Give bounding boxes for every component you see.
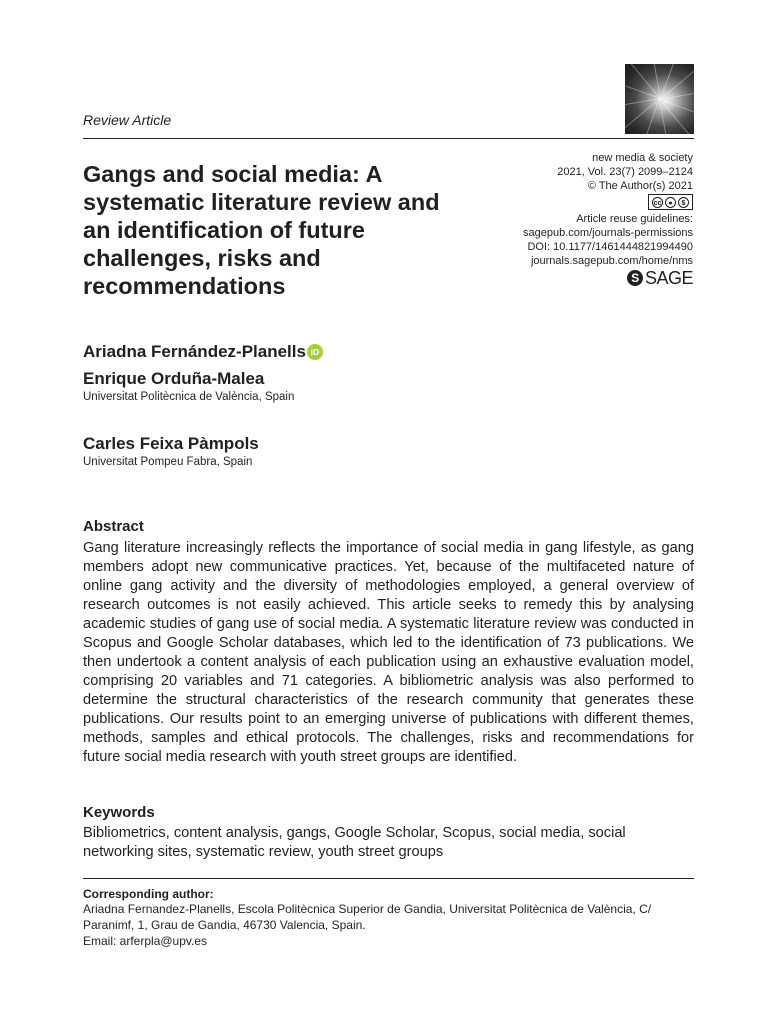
- by-icon: ●: [665, 197, 676, 208]
- journal-link[interactable]: journals.sagepub.com/home/nms: [530, 255, 693, 267]
- journal-cover-image: [625, 64, 694, 134]
- corresponding-email[interactable]: Email: arferpla@upv.es: [83, 934, 208, 948]
- author-name: Ariadna Fernández-Planells iD: [83, 341, 323, 363]
- keywords-text: Bibliometrics, content analysis, gangs, Google Scholar, Scopus, social media, social networking sites, systematic review, youth street groups: [83, 825, 626, 860]
- footer-rule: [83, 878, 694, 879]
- author-affiliation: Universitat Pompeu Fabra, Spain: [83, 456, 253, 468]
- doi[interactable]: DOI: 10.1177/1461444821994490: [527, 241, 693, 253]
- corresponding-address-line: Ariadna Fernandez-Planells, Escola Politècnica Superior de Gandia, Universitat Politècnica de València, C/: [83, 902, 652, 916]
- article-type-label: Review Article: [83, 112, 172, 128]
- reuse-link[interactable]: sagepub.com/journals-permissions: [523, 227, 693, 239]
- journal-name: new media & society: [592, 152, 693, 164]
- sage-logo: S SAGE: [627, 270, 693, 286]
- sage-s-icon: S: [627, 270, 643, 286]
- author-block: [83, 433, 259, 469]
- corresponding-author: [83, 887, 694, 949]
- corresponding-heading: Corresponding author:: [83, 887, 214, 901]
- article-title: Gangs and social media: A systematic literature review and an identification of future challenges, risks and recommendations: [83, 161, 440, 299]
- journal-metadata: [523, 151, 693, 286]
- abstract-text: Gang literature increasingly reflects the importance of social media in gang lifestyle, as gang members adopt new communicative practices. Yet, because of the multifaceted nature of online gang activity and the diversity of methodologies employed, a general overview of research outcomes is not easily achieved. This article seeks to remedy this by analysing academic studies of gang use of social media. A systematic literature review was conducted in Scopus and Google Scholar databases, which led to the identification of 73 publications. We then undertook a content analysis of each publication using an exhaustive evaluation model, comprising 20 variables and 71 categories. A bibliometric analysis was also performed to determine the structural characteristics of the research community that generates these publications. Our results point to an emerging universe of publications with different themes, methods, samples and ethical protocols. The challenges, risks and recommendations for future social media research with youth street groups are identified.: [83, 540, 694, 765]
- journal-volume: 2021, Vol. 23(7) 2099–2124: [557, 166, 693, 178]
- author-affiliation: Universitat Politècnica de València, Spain: [83, 391, 295, 403]
- keywords-heading: Keywords: [83, 804, 155, 821]
- copyright-line: © The Author(s) 2021: [587, 180, 693, 192]
- author-block: [83, 341, 323, 404]
- corresponding-address-line: Paranimf, 1, Grau de Gandia, 46730 Valencia, Spain.: [83, 918, 366, 932]
- author-name: Carles Feixa Pàmpols: [83, 434, 259, 453]
- abstract-heading: Abstract: [83, 518, 144, 535]
- header-rule: [83, 138, 694, 139]
- reuse-label: Article reuse guidelines:: [576, 213, 693, 225]
- cc-icon: cc: [652, 197, 663, 208]
- author-name: Enrique Orduña-Malea: [83, 369, 265, 388]
- cc-license-icon[interactable]: [648, 194, 693, 210]
- nc-icon: $: [678, 197, 689, 208]
- orcid-icon[interactable]: iD: [307, 344, 323, 360]
